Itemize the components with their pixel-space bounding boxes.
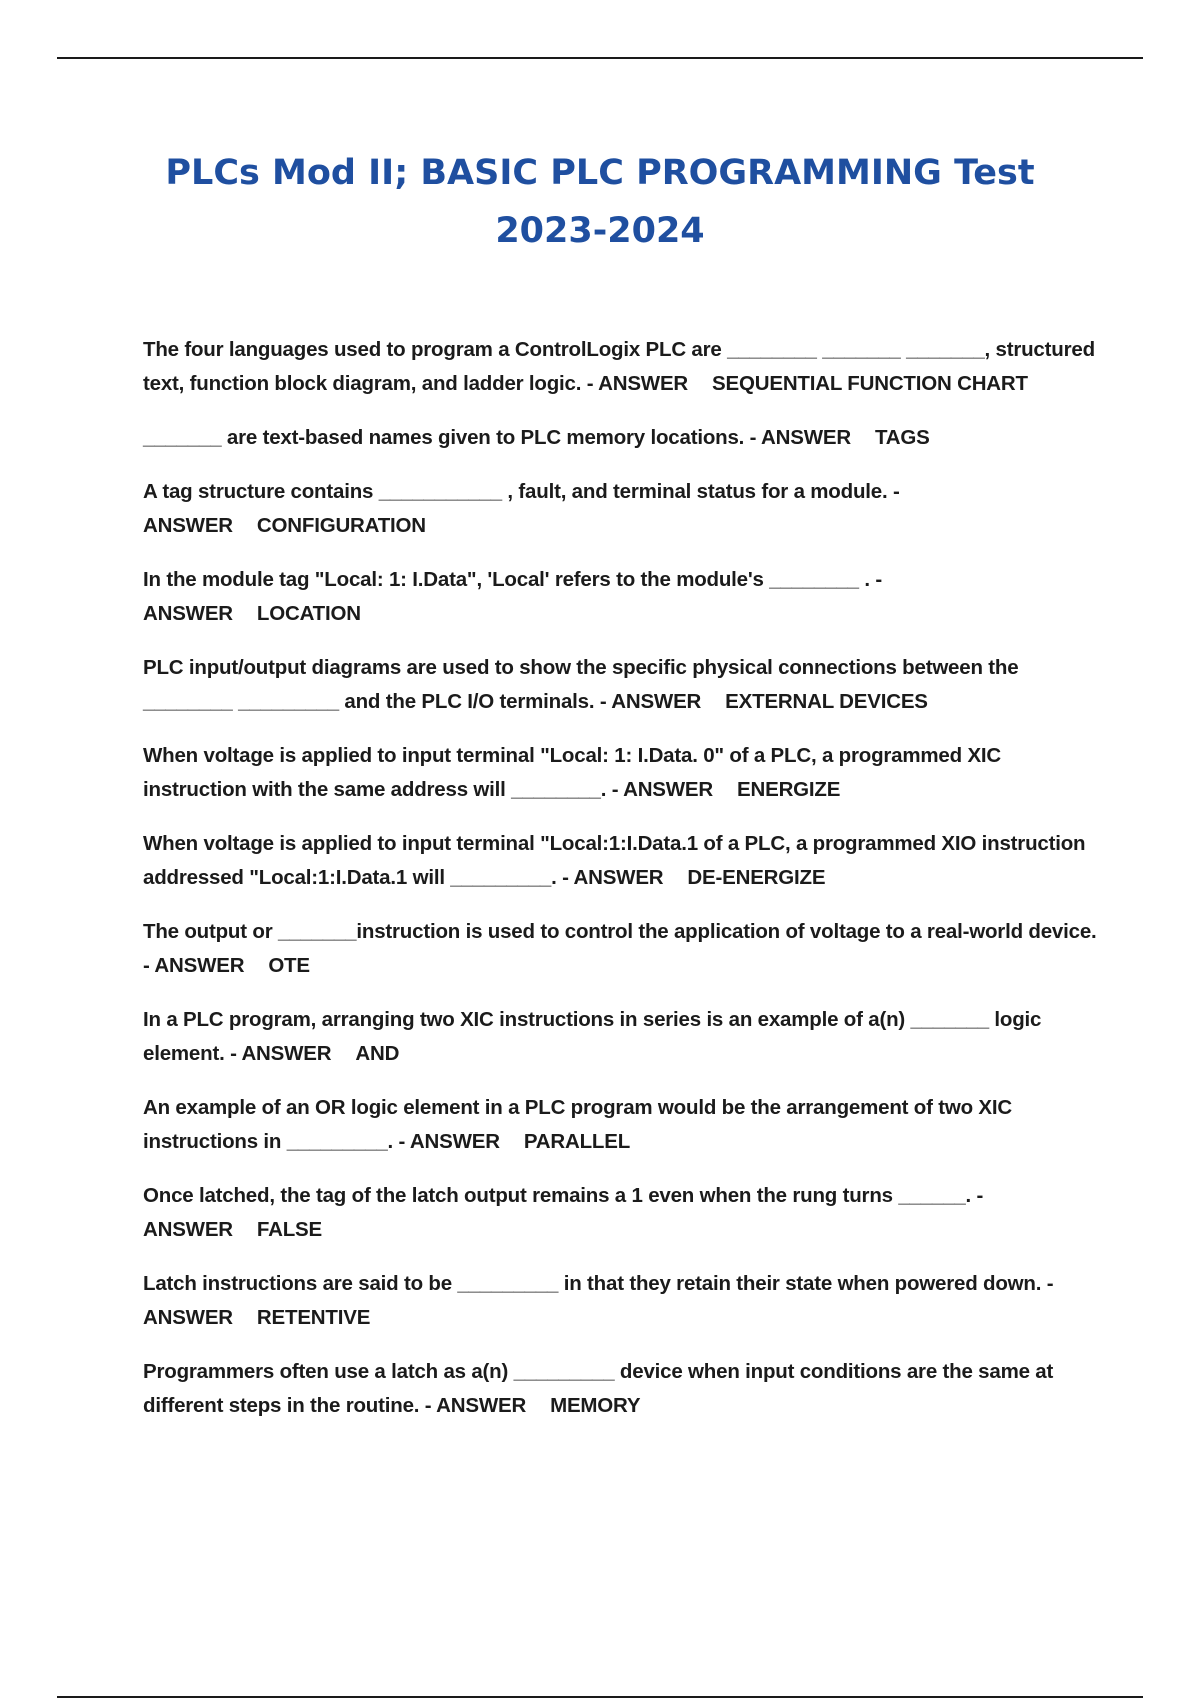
document-title: [100, 144, 1100, 260]
qa-item: [143, 1091, 1103, 1159]
answer-label: ANSWER: [436, 1394, 527, 1417]
question-text: An example of an OR logic element in a PLC program would be the arrangement of two XIC instructions in _________. -: [143, 1096, 1012, 1153]
qa-item: [143, 1267, 1103, 1335]
answer-text: FALSE: [256, 1218, 322, 1241]
qa-item: [143, 1355, 1103, 1423]
question-text: Latch instructions are said to be _________ in that they retain their state when powered down. -: [143, 1272, 1054, 1295]
qa-item: [143, 333, 1103, 401]
answer-text: EXTERNAL DEVICES: [725, 690, 928, 713]
question-text: When voltage is applied to input terminal "Local:1:I.Data.1 of a PLC, a programmed XIO instruction addressed "Local:1:I.Data.1 will _________. -: [143, 832, 1086, 889]
answer-text: MEMORY: [550, 1394, 641, 1417]
question-text: PLC input/output diagrams are used to show the specific physical connections between the ________ _________ and the PLC I/O terminals. -: [143, 656, 1019, 713]
question-text: When voltage is applied to input terminal "Local: 1: I.Data. 0" of a PLC, a programmed XIC instruction with the same address will ________. -: [143, 744, 1002, 801]
answer-label: ANSWER: [598, 372, 689, 395]
answer-text: TAGS: [874, 426, 930, 449]
qa-item: [143, 475, 1103, 543]
answer-text: SEQUENTIAL FUNCTION CHART: [712, 372, 1028, 395]
answer-text: PARALLEL: [523, 1130, 631, 1153]
answer-label: ANSWER: [241, 1042, 332, 1065]
answer-text: OTE: [268, 954, 310, 977]
answer-label: ANSWER: [573, 866, 664, 889]
qa-item: [143, 563, 1103, 631]
answer-text: RETENTIVE: [256, 1306, 371, 1329]
question-text: Once latched, the tag of the latch output remains a 1 even when the rung turns ______. -: [143, 1184, 984, 1207]
answer-label: ANSWER: [409, 1130, 500, 1153]
qa-item: [143, 1179, 1103, 1247]
answer-label: ANSWER: [154, 954, 245, 977]
answer-text: CONFIGURATION: [256, 514, 426, 537]
bottom-rule: [57, 1696, 1143, 1698]
answer-label: ANSWER: [143, 602, 233, 625]
qa-item: [143, 1003, 1103, 1071]
qa-item: [143, 915, 1103, 983]
answer-text: AND: [355, 1042, 400, 1065]
qa-item: [143, 421, 1103, 455]
top-rule: [57, 57, 1143, 59]
question-text: The four languages used to program a ControlLogix PLC are ________ _______ _______, structured text, function block diagram, and ladder logic. -: [143, 338, 1095, 395]
answer-text: LOCATION: [256, 602, 361, 625]
qa-item: [143, 827, 1103, 895]
title-line-1: PLCs Mod II; BASIC PLC PROGRAMMING Test: [165, 153, 1035, 193]
answer-label: ANSWER: [761, 426, 851, 449]
answer-text: DE-ENERGIZE: [687, 866, 826, 889]
question-text: A tag structure contains ___________ , fault, and terminal status for a module. -: [143, 480, 900, 503]
question-text: The output or _______instruction is used to control the application of voltage to a real-world device. -: [143, 920, 1097, 977]
question-text: In a PLC program, arranging two XIC instructions in series is an example of a(n) _______ logic element. -: [143, 1008, 1042, 1065]
answer-label: ANSWER: [143, 514, 233, 537]
title-line-2: 2023-2024: [495, 211, 705, 251]
answer-label: ANSWER: [623, 778, 714, 801]
qa-list: [143, 333, 1103, 1443]
qa-item: [143, 651, 1103, 719]
question-text: In the module tag "Local: 1: I.Data", 'Local' refers to the module's ________ . -: [143, 568, 882, 591]
qa-item: [143, 739, 1103, 807]
question-text: Programmers often use a latch as a(n) _________ device when input conditions are the same at different steps in the routine. -: [143, 1360, 1054, 1417]
answer-label: ANSWER: [143, 1306, 233, 1329]
answer-label: ANSWER: [611, 690, 702, 713]
answer-label: ANSWER: [143, 1218, 233, 1241]
answer-text: ENERGIZE: [737, 778, 841, 801]
question-text: _______ are text-based names given to PLC memory locations. -: [143, 426, 757, 449]
